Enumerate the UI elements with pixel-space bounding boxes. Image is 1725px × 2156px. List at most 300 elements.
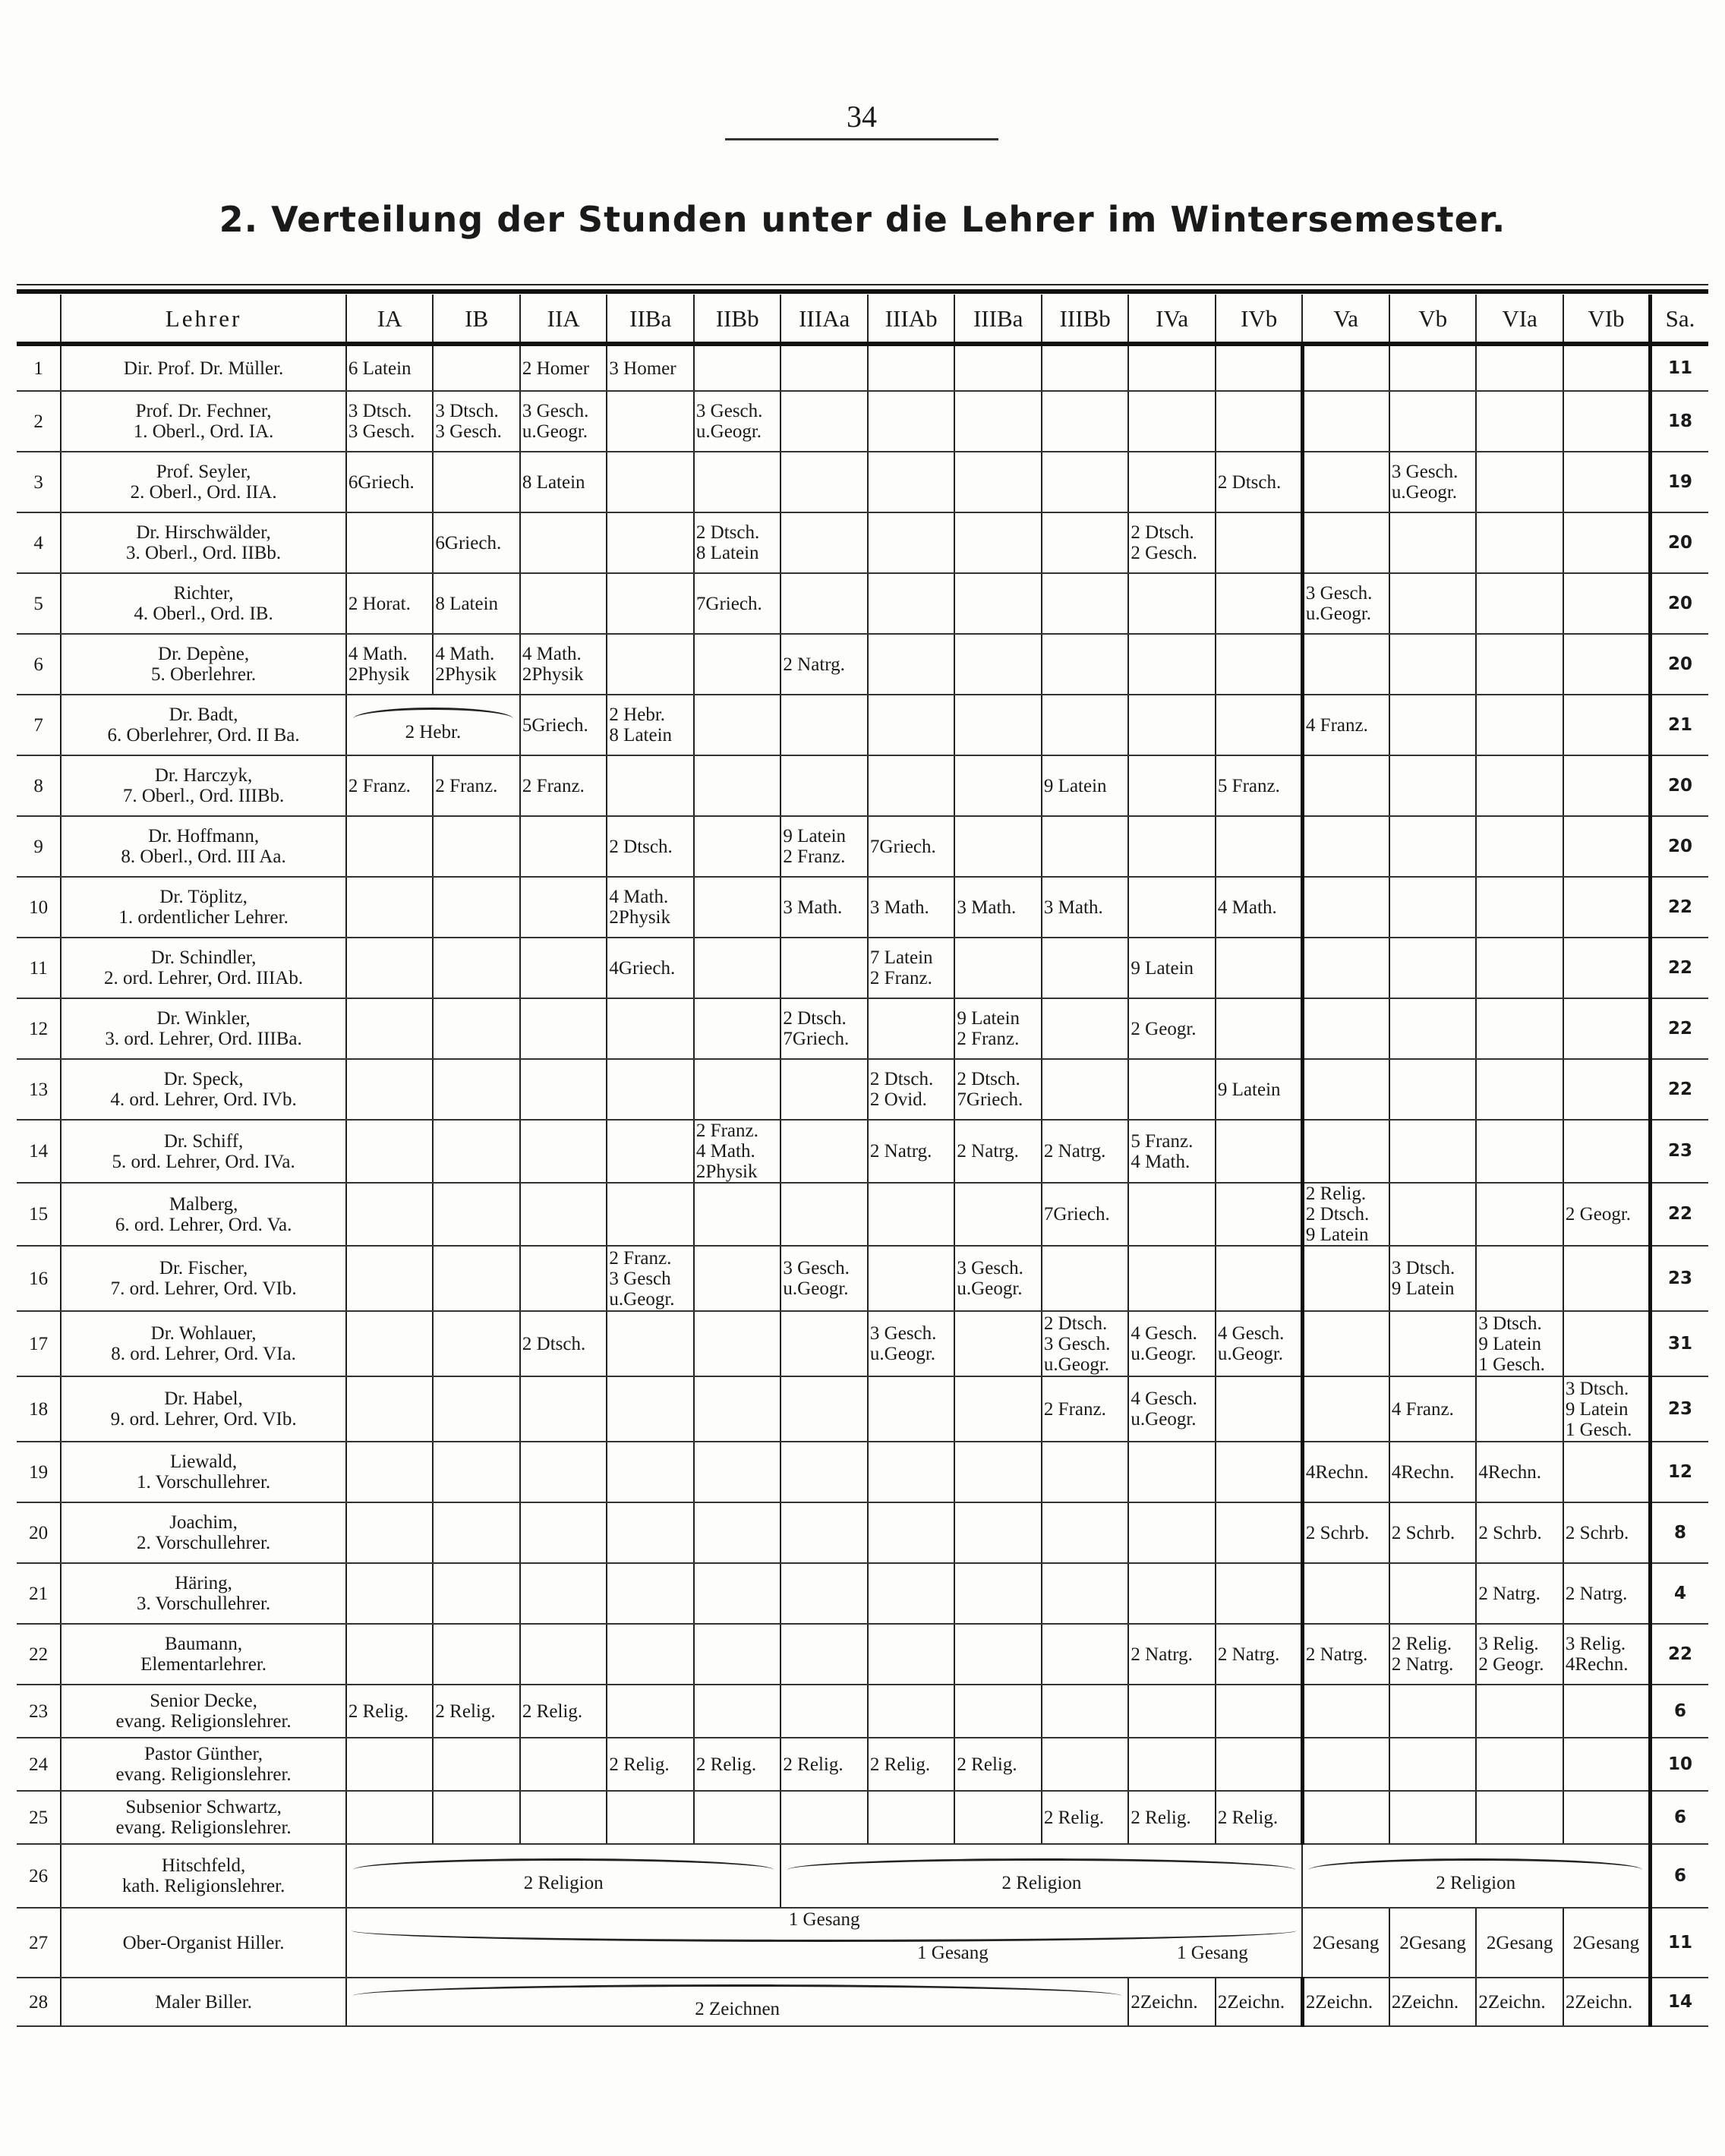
header-iiibb: IIIBb bbox=[1042, 295, 1129, 344]
cell-iiibb bbox=[1042, 1738, 1129, 1791]
cell-ivb bbox=[1216, 1563, 1303, 1624]
cell-iiibb bbox=[1042, 816, 1129, 877]
cell-iibb bbox=[694, 1246, 781, 1311]
cell-va bbox=[1302, 344, 1389, 391]
teacher-name: Malberg, 6. ord. Lehrer, Ord. Va. bbox=[61, 1183, 346, 1246]
row-sum: 22 bbox=[1650, 1059, 1708, 1120]
row-sum: 20 bbox=[1650, 634, 1708, 695]
cell-iiba: 3 Homer bbox=[607, 344, 694, 391]
table-row bbox=[17, 391, 1708, 452]
cell-va bbox=[1302, 1311, 1389, 1376]
gesang-top-label: 1 Gesang bbox=[788, 1909, 860, 1930]
cell-iva bbox=[1128, 1442, 1216, 1502]
cell-via: 3 Relig. 2 Geogr. bbox=[1476, 1624, 1563, 1685]
cell-iiba bbox=[607, 634, 694, 695]
cell-ib: 8 Latein bbox=[433, 573, 520, 634]
cell-vb bbox=[1389, 1059, 1477, 1120]
cell-iiiab bbox=[868, 1502, 955, 1563]
cell-iiba bbox=[607, 1442, 694, 1502]
row-number: 13 bbox=[17, 1059, 61, 1120]
teacher-name: Dr. Winkler, 3. ord. Lehrer, Ord. IIIBa. bbox=[61, 998, 346, 1059]
cell-ivb bbox=[1216, 998, 1303, 1059]
cell-iia bbox=[520, 512, 607, 573]
cell-iiiab bbox=[868, 344, 955, 391]
table-row bbox=[17, 573, 1708, 634]
cell-via bbox=[1476, 755, 1563, 816]
cell-vb bbox=[1389, 1563, 1477, 1624]
row-sum: 10 bbox=[1650, 1738, 1708, 1791]
cell-iiiab bbox=[868, 1563, 955, 1624]
cell-va: 2 Natrg. bbox=[1302, 1624, 1389, 1685]
span-brace bbox=[353, 1858, 774, 1870]
cell-via: 2Gesang bbox=[1476, 1908, 1563, 1978]
cell-iiiaa bbox=[781, 1183, 868, 1246]
page-title: 2. Verteilung der Stunden unter die Lehrer im Wintersemester. bbox=[219, 199, 1506, 240]
header-va: Va bbox=[1302, 295, 1389, 344]
cell-iiiba bbox=[954, 695, 1042, 755]
cell-iiibb bbox=[1042, 1685, 1129, 1738]
row-number: 26 bbox=[17, 1844, 61, 1908]
cell-iva bbox=[1128, 877, 1216, 938]
cell-iiiba bbox=[954, 1791, 1042, 1844]
cell-vb bbox=[1389, 391, 1477, 452]
cell-iiiab bbox=[868, 998, 955, 1059]
cell-vib bbox=[1563, 755, 1651, 816]
cell-iiiaa bbox=[781, 391, 868, 452]
cell-iibb bbox=[694, 755, 781, 816]
teacher-name: Häring, 3. Vorschullehrer. bbox=[61, 1563, 346, 1624]
cell-iiiaa: 9 Latein 2 Franz. bbox=[781, 816, 868, 877]
cell-iva bbox=[1128, 816, 1216, 877]
row-number: 7 bbox=[17, 695, 61, 755]
cell-iibb bbox=[694, 634, 781, 695]
table-row bbox=[17, 998, 1708, 1059]
cell-vib bbox=[1563, 573, 1651, 634]
cell-vib bbox=[1563, 1685, 1651, 1738]
row-number: 22 bbox=[17, 1624, 61, 1685]
cell-iiiab bbox=[868, 634, 955, 695]
cell-iiiba bbox=[954, 1311, 1042, 1376]
cell-iibb bbox=[694, 816, 781, 877]
cell-via bbox=[1476, 1120, 1563, 1183]
cell-vib: 2Zeichn. bbox=[1563, 1978, 1651, 2026]
cell-vb bbox=[1389, 998, 1477, 1059]
row-number: 28 bbox=[17, 1978, 61, 2026]
cell-ib bbox=[433, 1376, 520, 1442]
cell-iiba bbox=[607, 1563, 694, 1624]
cell-ia bbox=[346, 1376, 434, 1442]
cell-iva bbox=[1128, 1563, 1216, 1624]
table-row bbox=[17, 816, 1708, 877]
cell-iibb bbox=[694, 1376, 781, 1442]
cell-vib bbox=[1563, 998, 1651, 1059]
cell-iiba: 4Griech. bbox=[607, 938, 694, 998]
cell-iia bbox=[520, 998, 607, 1059]
cell-via: 2 Natrg. bbox=[1476, 1563, 1563, 1624]
row-sum: 20 bbox=[1650, 755, 1708, 816]
header-iiba: IIBa bbox=[607, 295, 694, 344]
gesang-top-brace bbox=[352, 1931, 1298, 1942]
cell-ivb bbox=[1216, 391, 1303, 452]
cell-iva: 5 Franz. 4 Math. bbox=[1128, 1120, 1216, 1183]
cell-va bbox=[1302, 755, 1389, 816]
table-row bbox=[17, 877, 1708, 938]
cell-iibb bbox=[694, 877, 781, 938]
cell-iiiba: 2 Natrg. bbox=[954, 1120, 1042, 1183]
cell-ib bbox=[433, 1502, 520, 1563]
cell-vib bbox=[1563, 634, 1651, 695]
cell-iiba: 2 Dtsch. bbox=[607, 816, 694, 877]
cell-iiiaa bbox=[781, 1685, 868, 1738]
cell-va bbox=[1302, 816, 1389, 877]
table-row bbox=[17, 755, 1708, 816]
cell-iva bbox=[1128, 391, 1216, 452]
cell-iia: 3 Gesch. u.Geogr. bbox=[520, 391, 607, 452]
cell-vib bbox=[1563, 938, 1651, 998]
cell-iiiab bbox=[868, 391, 955, 452]
cell-via bbox=[1476, 938, 1563, 998]
cell-iiiba bbox=[954, 1563, 1042, 1624]
cell-iiiaa bbox=[781, 938, 868, 998]
cell-iibb bbox=[694, 1563, 781, 1624]
cell-iibb: 2 Franz. 4 Math. 2Physik bbox=[694, 1120, 781, 1183]
cell-via bbox=[1476, 512, 1563, 573]
cell-vb bbox=[1389, 573, 1477, 634]
cell-vb bbox=[1389, 1311, 1477, 1376]
cell-via bbox=[1476, 1738, 1563, 1791]
cell-vib bbox=[1563, 877, 1651, 938]
cell-iia bbox=[520, 816, 607, 877]
cell-iia: 2 Homer bbox=[520, 344, 607, 391]
teacher-name: Dr. Depène, 5. Oberlehrer. bbox=[61, 634, 346, 695]
cell-ib bbox=[433, 1442, 520, 1502]
cell-va bbox=[1302, 1376, 1389, 1442]
table-row bbox=[17, 1183, 1708, 1246]
row-sum: 23 bbox=[1650, 1376, 1708, 1442]
cell-vib: 2 Schrb. bbox=[1563, 1502, 1651, 1563]
cell-iiiab bbox=[868, 573, 955, 634]
cell-iibb bbox=[694, 1442, 781, 1502]
cell-iiiaa bbox=[781, 755, 868, 816]
cell-vb bbox=[1389, 1120, 1477, 1183]
cell-iiiba bbox=[954, 512, 1042, 573]
row-number: 25 bbox=[17, 1791, 61, 1844]
cell-iiiab bbox=[868, 1685, 955, 1738]
cell-iva bbox=[1128, 755, 1216, 816]
table-row bbox=[17, 1442, 1708, 1502]
cell-iiiab bbox=[868, 695, 955, 755]
row-sum: 22 bbox=[1650, 938, 1708, 998]
gesang-mid-label: 1 Gesang bbox=[917, 1943, 989, 1963]
cell-iiiba: 3 Math. bbox=[954, 877, 1042, 938]
table-row bbox=[17, 1791, 1708, 1844]
cell-ivb bbox=[1216, 1120, 1303, 1183]
cell-iia: 2 Franz. bbox=[520, 755, 607, 816]
table-top-rule bbox=[17, 284, 1708, 285]
cell-ia bbox=[346, 1120, 434, 1183]
span-brace bbox=[1309, 1858, 1642, 1870]
cell-iiba: 2 Relig. bbox=[607, 1738, 694, 1791]
cell-ivb bbox=[1216, 344, 1303, 391]
cell-iibb bbox=[694, 1502, 781, 1563]
row-number: 16 bbox=[17, 1246, 61, 1311]
cell-iiba bbox=[607, 998, 694, 1059]
row-number: 11 bbox=[17, 938, 61, 998]
cell-vib: 2Gesang bbox=[1563, 1908, 1651, 1978]
cell-iiiab: 2 Dtsch. 2 Ovid. bbox=[868, 1059, 955, 1120]
cell-ivb bbox=[1216, 816, 1303, 877]
cell-iiiba bbox=[954, 1442, 1042, 1502]
cell-iiiaa: 3 Gesch. u.Geogr. bbox=[781, 1246, 868, 1311]
cell-vib bbox=[1563, 1442, 1651, 1502]
cell-via bbox=[1476, 816, 1563, 877]
teacher-name: Pastor Günther, evang. Religionslehrer. bbox=[61, 1738, 346, 1791]
cell-iiiba: 2 Dtsch. 7Griech. bbox=[954, 1059, 1042, 1120]
cell-iva: 2 Dtsch. 2 Gesch. bbox=[1128, 512, 1216, 573]
cell-ivb bbox=[1216, 1246, 1303, 1311]
row-sum: 22 bbox=[1650, 998, 1708, 1059]
cell-iiba bbox=[607, 452, 694, 512]
row-number: 15 bbox=[17, 1183, 61, 1246]
table-row bbox=[17, 1908, 1708, 1978]
cell-iiiaa bbox=[781, 695, 868, 755]
cell-iibb: 3 Gesch. u.Geogr. bbox=[694, 391, 781, 452]
table-row bbox=[17, 344, 1708, 391]
cell-iiiab bbox=[868, 1624, 955, 1685]
row-sum: 23 bbox=[1650, 1246, 1708, 1311]
cell-iibb bbox=[694, 1791, 781, 1844]
cell-iiiaa bbox=[781, 512, 868, 573]
cell-vb bbox=[1389, 877, 1477, 938]
cell-iibb: 7Griech. bbox=[694, 573, 781, 634]
cell-iiibb: 2 Dtsch. 3 Gesch. u.Geogr. bbox=[1042, 1311, 1129, 1376]
header-lehrer: Lehrer bbox=[61, 295, 346, 344]
cell-vb bbox=[1389, 755, 1477, 816]
table-row bbox=[17, 1059, 1708, 1120]
cell-iva: 2 Natrg. bbox=[1128, 1624, 1216, 1685]
cell-iibb bbox=[694, 938, 781, 998]
cell-iia bbox=[520, 877, 607, 938]
cell-iibb bbox=[694, 998, 781, 1059]
teacher-name: Dr. Wohlauer, 8. ord. Lehrer, Ord. VIa. bbox=[61, 1311, 346, 1376]
cell-via bbox=[1476, 877, 1563, 938]
cell-iiiba bbox=[954, 755, 1042, 816]
span-cell bbox=[346, 695, 520, 755]
cell-iiibb bbox=[1042, 695, 1129, 755]
cell-ia: 6Griech. bbox=[346, 452, 434, 512]
teacher-name: Richter, 4. Oberl., Ord. IB. bbox=[61, 573, 346, 634]
row-number: 12 bbox=[17, 998, 61, 1059]
cell-ia: 2 Horat. bbox=[346, 573, 434, 634]
cell-ivb bbox=[1216, 573, 1303, 634]
row-number: 3 bbox=[17, 452, 61, 512]
cell-ia bbox=[346, 1246, 434, 1311]
cell-va bbox=[1302, 1791, 1389, 1844]
cell-iiibb bbox=[1042, 344, 1129, 391]
cell-iiibb bbox=[1042, 391, 1129, 452]
cell-iiiba: 2 Relig. bbox=[954, 1738, 1042, 1791]
cell-iia bbox=[520, 573, 607, 634]
cell-iiibb bbox=[1042, 1563, 1129, 1624]
cell-vb: 4Rechn. bbox=[1389, 1442, 1477, 1502]
row-number: 2 bbox=[17, 391, 61, 452]
teacher-name: Senior Decke, evang. Religionslehrer. bbox=[61, 1685, 346, 1738]
cell-via: 4Rechn. bbox=[1476, 1442, 1563, 1502]
cell-vib bbox=[1563, 452, 1651, 512]
cell-iiiaa bbox=[781, 452, 868, 512]
span-brace bbox=[787, 1858, 1295, 1870]
cell-iiibb: 3 Math. bbox=[1042, 877, 1129, 938]
cell-iva bbox=[1128, 573, 1216, 634]
cell-ivb bbox=[1216, 938, 1303, 998]
cell-vib bbox=[1563, 512, 1651, 573]
span-brace bbox=[353, 1984, 1122, 1996]
cell-ib bbox=[433, 1246, 520, 1311]
cell-va bbox=[1302, 998, 1389, 1059]
cell-iia bbox=[520, 1502, 607, 1563]
cell-ib bbox=[433, 1563, 520, 1624]
cell-iiiab: 2 Natrg. bbox=[868, 1120, 955, 1183]
cell-via bbox=[1476, 1791, 1563, 1844]
cell-iiiab: 7Griech. bbox=[868, 816, 955, 877]
cell-ia bbox=[346, 1183, 434, 1246]
cell-iva bbox=[1128, 1246, 1216, 1311]
row-sum: 6 bbox=[1650, 1844, 1708, 1908]
cell-va bbox=[1302, 877, 1389, 938]
cell-ivb bbox=[1216, 695, 1303, 755]
cell-iva: 2 Relig. bbox=[1128, 1791, 1216, 1844]
row-number: 5 bbox=[17, 573, 61, 634]
cell-ivb: 2 Natrg. bbox=[1216, 1624, 1303, 1685]
header-iiiba: IIIBa bbox=[954, 295, 1042, 344]
header-vib: VIb bbox=[1563, 295, 1651, 344]
span-label: 2 Hebr. bbox=[405, 722, 462, 742]
cell-iiiba bbox=[954, 573, 1042, 634]
row-number: 6 bbox=[17, 634, 61, 695]
cell-iiiba bbox=[954, 1624, 1042, 1685]
cell-va bbox=[1302, 512, 1389, 573]
cell-vib bbox=[1563, 344, 1651, 391]
cell-iiiaa bbox=[781, 1120, 868, 1183]
cell-va: 2 Relig. 2 Dtsch. 9 Latein bbox=[1302, 1183, 1389, 1246]
cell-iiibb bbox=[1042, 1246, 1129, 1311]
cell-iva bbox=[1128, 344, 1216, 391]
cell-vb: 2Zeichn. bbox=[1389, 1978, 1477, 2026]
cell-ia bbox=[346, 816, 434, 877]
cell-iiba bbox=[607, 1624, 694, 1685]
cell-iiibb bbox=[1042, 634, 1129, 695]
cell-vib: 2 Geogr. bbox=[1563, 1183, 1651, 1246]
span-cell bbox=[346, 1978, 1129, 2026]
cell-ib bbox=[433, 816, 520, 877]
cell-iiiaa bbox=[781, 1311, 868, 1376]
page-number-rule bbox=[725, 138, 998, 140]
cell-iia bbox=[520, 1791, 607, 1844]
cell-vb: 4 Franz. bbox=[1389, 1376, 1477, 1442]
cell-ib bbox=[433, 1120, 520, 1183]
cell-via bbox=[1476, 344, 1563, 391]
cell-iiba bbox=[607, 573, 694, 634]
cell-iiibb bbox=[1042, 998, 1129, 1059]
header-ia: IA bbox=[346, 295, 434, 344]
cell-iibb bbox=[694, 1624, 781, 1685]
teacher-name: Dr. Harczyk, 7. Oberl., Ord. IIIBb. bbox=[61, 755, 346, 816]
cell-iva bbox=[1128, 1183, 1216, 1246]
cell-va bbox=[1302, 452, 1389, 512]
cell-vb bbox=[1389, 938, 1477, 998]
cell-vb: 2Gesang bbox=[1389, 1908, 1477, 1978]
cell-via bbox=[1476, 1059, 1563, 1120]
cell-iva bbox=[1128, 695, 1216, 755]
row-sum: 12 bbox=[1650, 1442, 1708, 1502]
cell-ia: 2 Relig. bbox=[346, 1685, 434, 1738]
teacher-hours-table bbox=[17, 295, 1708, 2027]
row-sum: 20 bbox=[1650, 512, 1708, 573]
cell-vb bbox=[1389, 344, 1477, 391]
cell-ia bbox=[346, 877, 434, 938]
cell-iiiba bbox=[954, 938, 1042, 998]
cell-iiiaa bbox=[781, 1376, 868, 1442]
cell-vb bbox=[1389, 634, 1477, 695]
cell-iva: 2 Geogr. bbox=[1128, 998, 1216, 1059]
table-row bbox=[17, 1376, 1708, 1442]
table-row bbox=[17, 1563, 1708, 1624]
cell-ivb: 2Zeichn. bbox=[1216, 1978, 1303, 2026]
teacher-name: Dr. Speck, 4. ord. Lehrer, Ord. IVb. bbox=[61, 1059, 346, 1120]
cell-ivb: 2 Relig. bbox=[1216, 1791, 1303, 1844]
cell-ivb bbox=[1216, 1685, 1303, 1738]
cell-ia bbox=[346, 1563, 434, 1624]
cell-ivb: 9 Latein bbox=[1216, 1059, 1303, 1120]
cell-ib bbox=[433, 452, 520, 512]
row-sum: 20 bbox=[1650, 816, 1708, 877]
cell-vb: 3 Dtsch. 9 Latein bbox=[1389, 1246, 1477, 1311]
span-cell bbox=[1302, 1844, 1650, 1908]
row-number: 14 bbox=[17, 1120, 61, 1183]
row-sum: 23 bbox=[1650, 1120, 1708, 1183]
cell-iiibb bbox=[1042, 1442, 1129, 1502]
table-row bbox=[17, 1246, 1708, 1311]
teacher-name: Dr. Hoffmann, 8. Oberl., Ord. III Aa. bbox=[61, 816, 346, 877]
cell-iiiba bbox=[954, 344, 1042, 391]
cell-vib bbox=[1563, 1311, 1651, 1376]
cell-iibb bbox=[694, 1183, 781, 1246]
teacher-name: Subsenior Schwartz, evang. Religionslehrer. bbox=[61, 1791, 346, 1844]
cell-ia bbox=[346, 1059, 434, 1120]
row-number: 24 bbox=[17, 1738, 61, 1791]
table-body bbox=[17, 344, 1708, 2026]
cell-vib bbox=[1563, 816, 1651, 877]
cell-ib: 6Griech. bbox=[433, 512, 520, 573]
table-row bbox=[17, 938, 1708, 998]
cell-ib bbox=[433, 998, 520, 1059]
cell-ib bbox=[433, 1059, 520, 1120]
cell-via bbox=[1476, 1685, 1563, 1738]
cell-iva bbox=[1128, 452, 1216, 512]
cell-ib: 4 Math. 2Physik bbox=[433, 634, 520, 695]
teacher-name: Dr. Fischer, 7. ord. Lehrer, Ord. VIb. bbox=[61, 1246, 346, 1311]
cell-vb bbox=[1389, 816, 1477, 877]
cell-iiiba bbox=[954, 391, 1042, 452]
cell-ia bbox=[346, 938, 434, 998]
row-sum: 21 bbox=[1650, 695, 1708, 755]
row-number: 23 bbox=[17, 1685, 61, 1738]
header-sa: Sa. bbox=[1650, 295, 1708, 344]
cell-vb: 2 Schrb. bbox=[1389, 1502, 1477, 1563]
cell-va: 4Rechn. bbox=[1302, 1442, 1389, 1502]
cell-vib bbox=[1563, 695, 1651, 755]
teacher-name: Prof. Seyler, 2. Oberl., Ord. IIA. bbox=[61, 452, 346, 512]
